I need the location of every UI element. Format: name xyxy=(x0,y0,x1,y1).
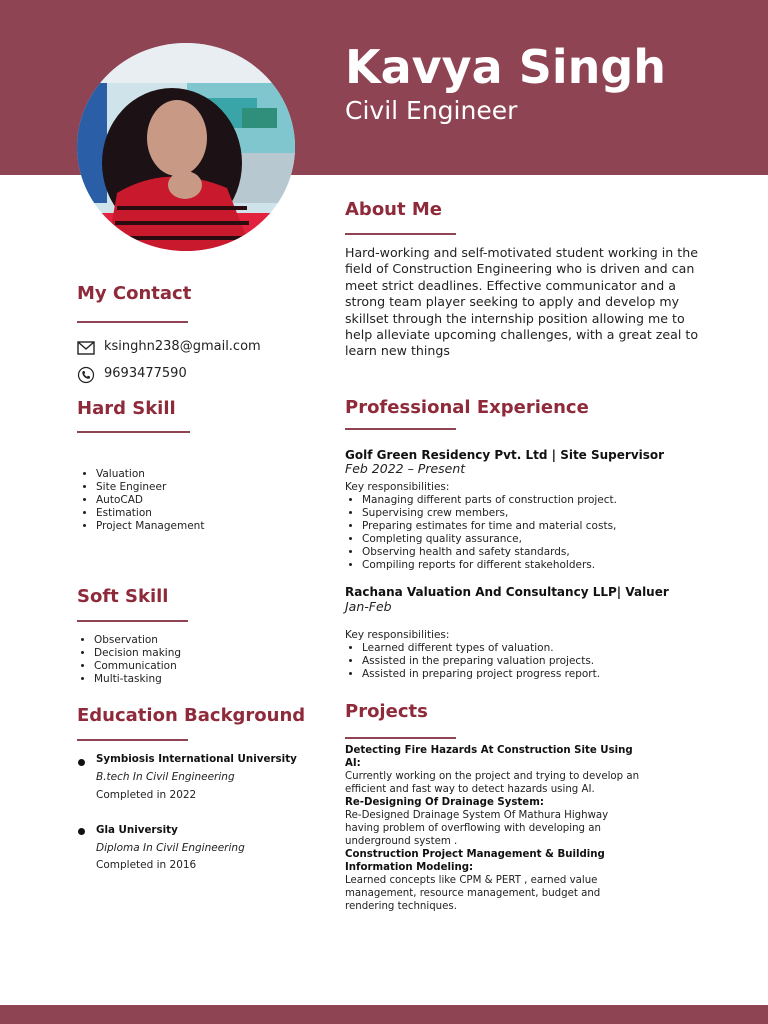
hard-skill-item: • Project Management xyxy=(96,520,204,533)
hard-skill-item: • Valuation xyxy=(96,468,204,481)
hard-skill-item: • AutoCAD xyxy=(96,494,204,507)
job-date: Feb 2022 – Present xyxy=(345,461,466,476)
project-title: Re-Designing Of Drainage System: xyxy=(345,797,544,808)
job-title: Golf Green Residency Pvt. Ltd | Site Supervisor xyxy=(345,448,665,462)
education-degree: B.tech In Civil Engineering xyxy=(96,771,235,783)
mail-icon xyxy=(77,339,95,357)
responsibility-item: • Learned different types of valuation. xyxy=(362,642,600,655)
education-degree: Diploma In Civil Engineering xyxy=(96,842,245,854)
responsibility-item: • Supervising crew members, xyxy=(362,507,617,520)
projects-list xyxy=(345,744,645,913)
responsibility-item: • Preparing estimates for time and material costs, xyxy=(362,520,617,533)
responsibility-item: • Observing health and safety standards, xyxy=(362,546,617,559)
hard-skill-rule xyxy=(77,431,190,433)
hard-skill-list xyxy=(77,468,204,533)
experience-rule xyxy=(345,428,456,430)
responsibility-item: • Compiling reports for different stakeholders. xyxy=(362,559,617,572)
contact-phone[interactable]: 9693477590 xyxy=(104,366,187,381)
project-title: Construction Project Management & Building Information Modeling: xyxy=(345,849,605,873)
responsibility-item: • Managing different parts of construction project. xyxy=(362,494,617,507)
soft-skill-rule xyxy=(77,620,188,622)
responsibility-item: • Completing quality assurance, xyxy=(362,533,617,546)
education-school: Symbiosis International University xyxy=(96,753,297,765)
projects-heading: Projects xyxy=(345,701,428,722)
hard-skill-item: • Estimation xyxy=(96,507,204,520)
responsibility-item: • Assisted in the preparing valuation projects. xyxy=(362,655,600,668)
job-title: Rachana Valuation And Consultancy LLP| Valuer xyxy=(345,585,669,599)
soft-skill-item: • Observation xyxy=(94,634,181,647)
soft-skill-item: • Decision making xyxy=(94,647,181,660)
about-rule xyxy=(345,233,456,235)
job-date: Jan-Feb xyxy=(345,599,392,614)
phone-icon xyxy=(77,366,95,384)
education-rule xyxy=(77,739,188,741)
bullet-dot xyxy=(78,759,85,766)
project-title: Detecting Fire Hazards At Construction Site Using AI: xyxy=(345,745,633,769)
projects-rule xyxy=(345,737,456,739)
contact-email[interactable]: ksinghn238@gmail.com xyxy=(104,339,261,354)
hard-skill-item: • Site Engineer xyxy=(96,481,204,494)
hard-skill-heading: Hard Skill xyxy=(77,398,176,419)
candidate-role: Civil Engineer xyxy=(345,96,518,125)
profile-photo xyxy=(77,43,295,251)
project-desc: Currently working on the project and trying to develop an efficient and fast way to detect hazards using AI. xyxy=(345,771,640,795)
project-desc: Re-Designed Drainage System Of Mathura Highway having problem of overflowing with developing an underground system . xyxy=(345,810,609,847)
experience-heading: Professional Experience xyxy=(345,397,589,418)
about-heading: About Me xyxy=(345,199,442,220)
soft-skill-item: • Communication xyxy=(94,660,181,673)
project-desc: Learned concepts like CPM & PERT , earned value management, resource management, budget and rendering techniques. xyxy=(345,875,601,912)
responsibility-item: • Assisted in preparing project progress report. xyxy=(362,668,600,681)
education-school: Gla University xyxy=(96,824,178,836)
education-completed: Completed in 2016 xyxy=(96,859,197,871)
soft-skill-heading: Soft Skill xyxy=(77,586,169,607)
soft-skill-item: • Multi-tasking xyxy=(94,673,181,686)
footer-band xyxy=(0,1005,768,1024)
responsibilities-label: Key responsibilities: xyxy=(345,481,450,493)
responsibilities-label: Key responsibilities: xyxy=(345,629,450,641)
candidate-name: Kavya Singh xyxy=(345,40,667,94)
bullet-dot xyxy=(78,828,85,835)
responsibilities-list xyxy=(343,642,600,681)
contact-rule xyxy=(77,321,188,323)
education-heading: Education Background xyxy=(77,705,306,726)
contact-heading: My Contact xyxy=(77,283,192,304)
responsibilities-list xyxy=(343,494,617,572)
education-completed: Completed in 2022 xyxy=(96,789,197,801)
soft-skill-list xyxy=(75,634,181,686)
about-text: Hard-working and self-motivated student working in the field of Construction Engineering who is driven and can meet strict deadlines. Effective communicator and a strong team player seeking to apply and develop my skillset through the internship position allowing me to help alleviate upcoming challenges, with a great zeal to learn new things xyxy=(345,245,699,359)
